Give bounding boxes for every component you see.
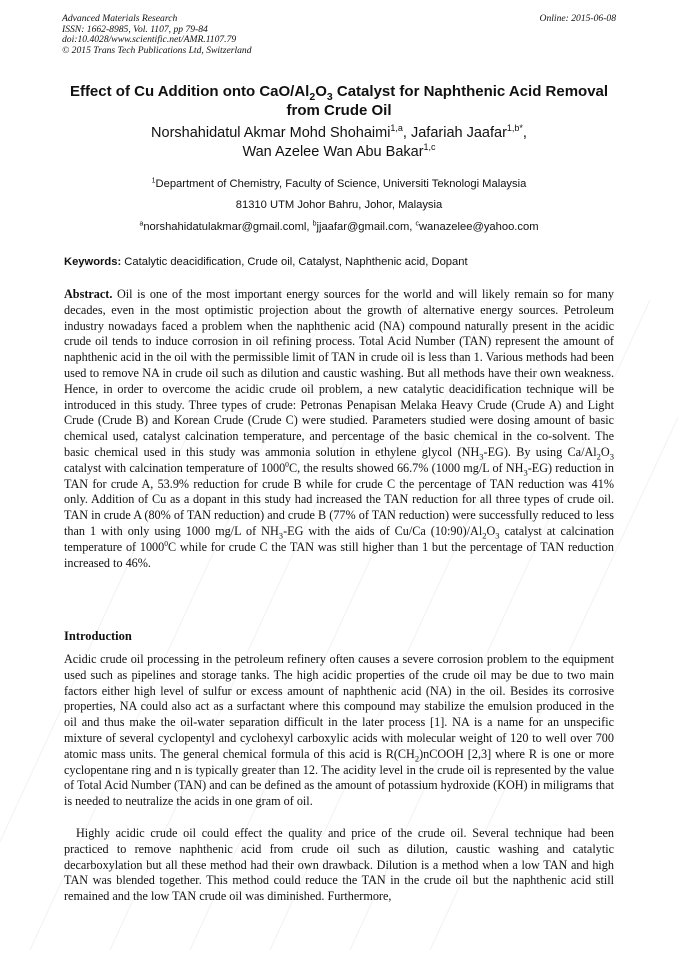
- subscript: 2: [482, 530, 487, 541]
- title-text: Catalyst for Naphthenic Acid Removal from Crude Oil: [286, 83, 609, 119]
- intro-paragraph-2: Highly acidic crude oil could effect the quality and price of the crude oil. Several technique had been practiced to remove naphthenic acid from crude oil such as dilution, caustic washing and catalytic decarboxylation but all these method had their own drawback. Dilution is a method when a low TAN and high TAN was blended together. This method could reduce the TAN in the crude oil but the naphthenic acid still remained and the low TAN crude oil was diminished. Furthermore,: [64, 826, 614, 904]
- abstract-text: O: [600, 444, 610, 459]
- subscript: 2: [596, 451, 601, 462]
- author-name: Jafariah Jaafar: [410, 125, 507, 141]
- email-a[interactable]: norshahidatulakmar@gmail.coml,: [143, 221, 313, 233]
- abstract-text: Oil is one of the most important energy sources for the world and will likely remain so for many decades, even in the most optimistic projection about the growth of alternative energy sources. Petroleum industry nowadays faced a problem when the naphthenic acid (NA) compound naturally present in the acidic crude oil tends to induce corrosion in oil refining process. Total Acid Number (TAN) represent the amount of naphthenic acid in the oil with the permissible limit of TAN in crude oil is less than 1. Various methods had been used to remove NA in crude oil such as dilution and caustic washing. But all methods have their own weakness. Hence, in order to overcome the acidic crude oil problem, a new catalytic deacidification technique will be introduced in this study. Three types of crude: Petronas Penapisan Melaka Heavy Crude (Crude A) and Light Crude (Crude B) and Korean Crude (Crude C) were studied. Parameters studied were dosing amount of basic chemical used, catalyst calcination temperature, and percentage of the basic chemical in the co-solvent. The basic chemical used in this study was ammonia solution in ethylene glycol (NH: [64, 287, 614, 459]
- title-text: Effect of Cu Addition onto CaO/Al: [69, 83, 310, 100]
- intro-paragraph-1: [64, 652, 614, 810]
- intro-text: Acidic crude oil processing in the petroleum refinery often causes a severe corrosion problem to the equipment used such as pipelines and storage tanks. The high acidic properties of the crude oil may be due to two main factors either high level of sulfur or excess amount of naphthenic acid (NA) in the oil. Besides its corrosive properties, NA could also act as a surfactant where this compound may stabilize the emulsion produced in the oil and thus make the oil-water separation difficult in the later process [1]. NA is a name for an unspecific mixture of several cyclopentyl and cyclohexyl carboxylic acids with molecular weight of 120 to well over 700 atomic mass units. The general chemical formula of this acid is R(CH: [64, 652, 614, 761]
- online-date: Online: 2015-06-08: [539, 13, 616, 24]
- affiliation-department: [60, 177, 618, 191]
- email-mark: a: [139, 220, 144, 228]
- doi-line: doi:10.4028/www.scientific.net/AMR.1107.79: [62, 34, 237, 45]
- title-subscript: 2: [309, 91, 316, 103]
- abstract-label: Abstract.: [64, 287, 113, 301]
- abstract-text: -EG with the aids of Cu/Ca (10:90)/Al: [283, 523, 483, 538]
- abstract-text: O: [486, 523, 496, 538]
- section-heading-introduction: Introduction: [64, 629, 132, 643]
- subscript: 2: [414, 753, 420, 764]
- superscript: 0: [164, 538, 169, 548]
- keywords-text: Catalytic deacidification, Crude oil, Catalyst, Naphthenic acid, Dopant: [121, 256, 468, 268]
- subscript: 3: [278, 530, 284, 541]
- abstract-text: catalyst at calcination temperature of 1000: [64, 523, 615, 554]
- author-list: [60, 124, 618, 162]
- abstract-text: C while for crude C the TAN was still higher than 1 but the percentage of TAN reduction increased to 46%.: [64, 539, 614, 570]
- affil-number: 1: [151, 177, 156, 185]
- paper-title: [60, 82, 618, 120]
- email-c[interactable]: wanazelee@yahoo.com: [418, 221, 539, 233]
- affiliation-address: 81310 UTM Johor Bahru, Johor, Malaysia: [235, 199, 443, 211]
- copyright-line: © 2015 Trans Tech Publications Ltd, Switzerland: [62, 44, 252, 56]
- journal-header: [62, 14, 616, 56]
- author-separator: ,: [402, 125, 411, 141]
- abstract-text: catalyst with calcination temperature of 1000: [64, 460, 286, 475]
- abstract-paragraph: [64, 287, 614, 571]
- author-separator: ,: [522, 125, 527, 141]
- subscript: 3: [523, 467, 528, 478]
- keywords: [64, 255, 614, 269]
- email-mark: c: [415, 220, 419, 228]
- author-emails: [60, 220, 618, 234]
- abstract-text: -EG). By using Ca/Al: [483, 444, 597, 459]
- email-mark: b: [312, 220, 317, 228]
- author-affil-mark: 1,a: [390, 123, 403, 134]
- superscript: 0: [285, 459, 289, 469]
- subscript: 3: [609, 451, 614, 462]
- subscript: 3: [495, 530, 500, 541]
- abstract-text: C, the results showed 66.7% (1000 mg/L of NH: [288, 460, 524, 475]
- author-name: Norshahidatul Akmar Mohd Shohaimi: [151, 125, 391, 141]
- intro-text: )nCOOH [2,3] where R is one or more cyclopentane ring and n is typically greater than 12. The acidity level in the crude oil is represented by the value of Total Acid Number (TAN) and can be defined as the amount of potassium hydroxide (KOH) in miligrams that is needed to neutralize the acids in one gram of oil.: [64, 746, 615, 809]
- affil-text: Department of Chemistry, Faculty of Science, Universiti Teknologi Malaysia: [155, 178, 527, 190]
- subscript: 3: [479, 451, 484, 462]
- author-affil-mark: 1,b*: [506, 123, 523, 134]
- issn-line: ISSN: 1662-8985, Vol. 1107, pp 79-84: [62, 23, 208, 35]
- journal-name: Advanced Materials Research: [62, 13, 178, 24]
- keywords-label: Keywords:: [64, 256, 122, 268]
- email-b[interactable]: jjaafar@gmail.com,: [316, 221, 416, 233]
- abstract-text: -EG) reduction in TAN for crude A, 53.9% reduction for crude B while for crude C the percentage of TAN reduction was 41% only. Addition of Cu as a dopant in this study had increased the TAN reduction for all three types of crude oil. TAN in crude A (80% of TAN reduction) and crude B (77% of TAN reduction) were successfully reduced to less than 1 with only using 1000 mg/L of NH: [64, 460, 615, 538]
- author-affil-mark: 1,c: [423, 142, 436, 153]
- author-name: Wan Azelee Wan Abu Bakar: [242, 144, 424, 160]
- title-subscript: 3: [326, 91, 333, 103]
- title-text: O: [315, 83, 327, 100]
